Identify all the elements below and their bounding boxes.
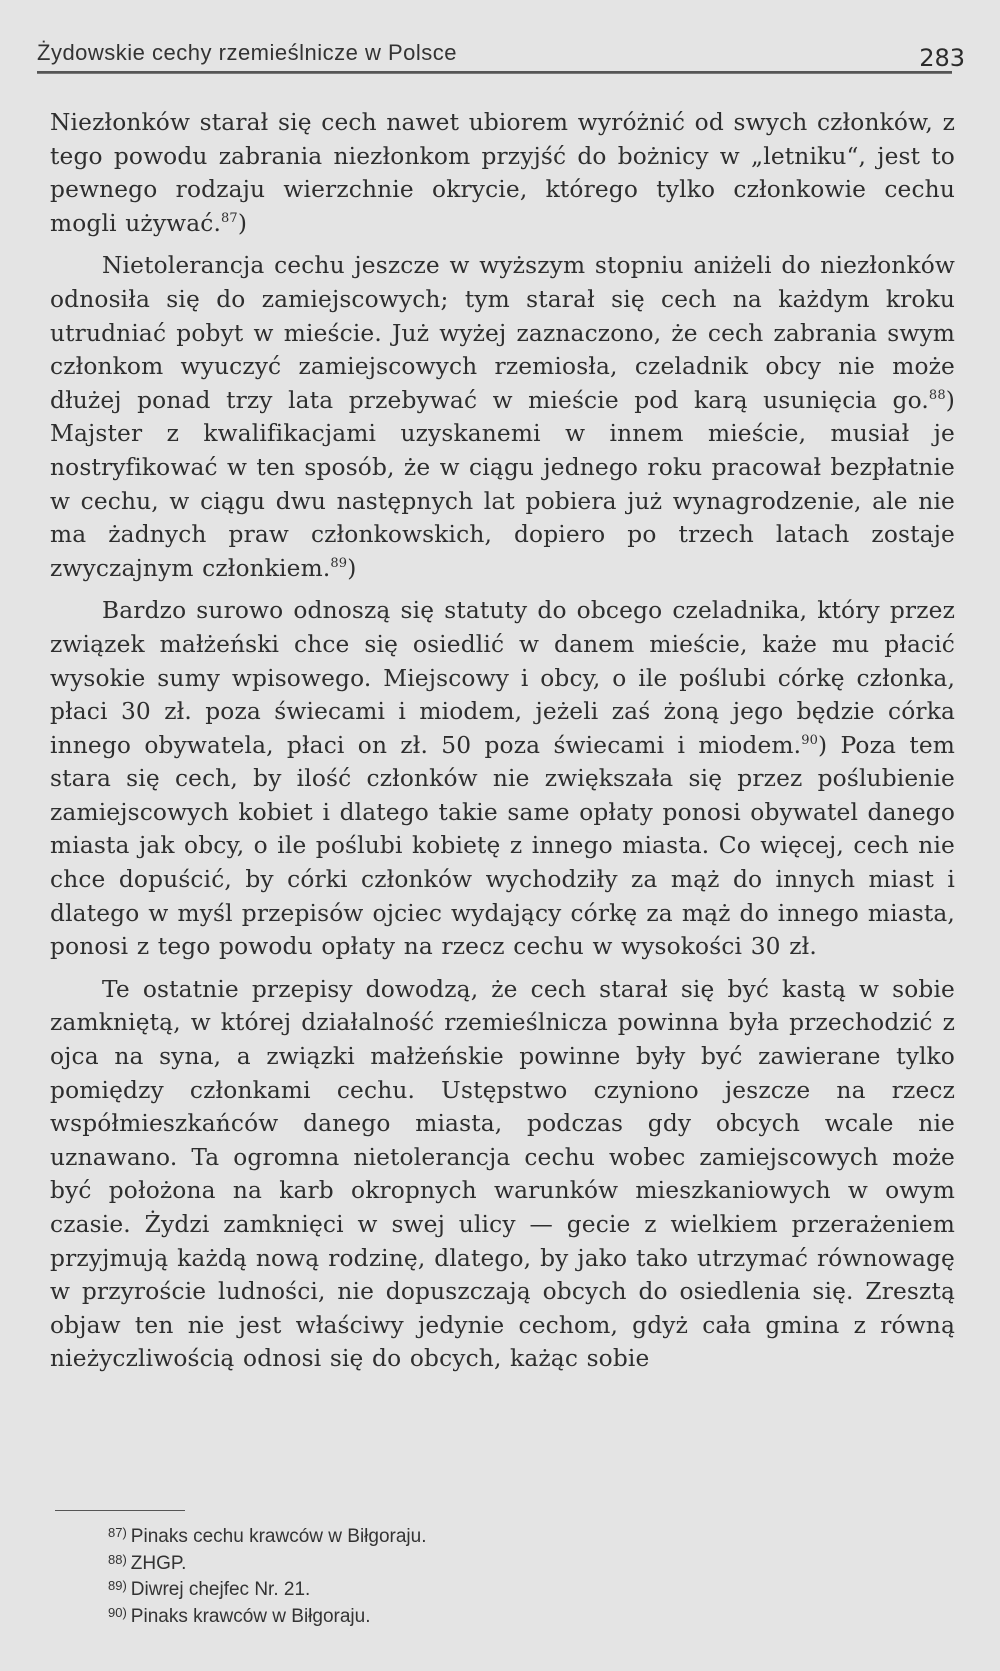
footnote-mark: 89) <box>108 1578 127 1593</box>
footnote <box>108 1549 808 1576</box>
footnote-ref: 89 <box>330 555 348 571</box>
running-head <box>37 36 965 72</box>
paragraph <box>50 249 955 585</box>
page-number: 283 <box>919 44 965 72</box>
footnotes <box>108 1522 808 1628</box>
footnote <box>108 1522 808 1549</box>
running-title: Żydowskie cechy rzemieślnicze w Polsce <box>37 40 458 65</box>
footnote-mark: 87) <box>108 1525 127 1540</box>
text-run: Te ostatnie przepisy dowodzą, że cech starał się być kastą w sobie zamkniętą, w której działalność rzemieślnicza powinna była przechodzić z ojca na syna, a związki małżeńskie powinne były być zawierane tylko pomiędzy członkami cechu. Ustępstwo czyniono jeszcze na rzecz współmieszkańców danego miasta, podczas gdy obcych wcale nie uznawano. Ta ogromna nietolerancja cechu wobec zamiejscowych może być położona na karb okropnych warunków mieszkaniowych w owym czasie. Żydzi zamknięci w swej ulicy — gecie z wielkiem przerażeniem przyjmują każdą nową rodzinę, dlatego, by jako tako utrzymać równowagę w przyroście ludności, nie dopuszczają obcych do osiedlenia się. Zresztą objaw ten nie jest właściwy jedynie cechom, gdyż cała gmina z równą nieżyczliwością odnosi się do obcych, każąc sobie <box>50 975 955 1373</box>
footnote-ref: 88 <box>928 387 946 403</box>
text-run: Bardzo surowo odnoszą się statuty do obcego czeladnika, który przez związek małżeński chce się osiedlić w danem mieście, każe mu płacić wysokie sumy wpisowego. Miejscowy i obcy, o ile poślubi córkę członka, płaci 30 zł. poza świecami i miodem, jeżeli zaś żoną jego będzie córka innego obywatela, płaci on zł. 50 poza świecami i miodem. <box>50 597 955 759</box>
paragraph <box>50 973 955 1376</box>
header-rule <box>37 71 952 74</box>
text-run: ) Majster z kwalifikacjami uzyskanemi w innem mieście, musiał je nostryfikować w ten sposób, że w ciągu jednego roku pracował bezpłatnie w cechu, w ciągu dwu następnych lat pobiera już wynagrodzenie, ale nie ma żadnych praw członkowskich, dopiero po trzech latach zostaje zwyczajnym członkiem. <box>50 386 955 582</box>
footnote-rule <box>55 1510 185 1511</box>
text-run: ) <box>237 209 248 237</box>
text-run: ) <box>347 554 357 582</box>
footnote-ref: 90 <box>801 732 819 748</box>
footnote-mark: 88) <box>108 1551 127 1567</box>
footnote-text: Pinaks krawców w Biłgoraju. <box>130 1605 371 1627</box>
footnote-mark: 90) <box>108 1604 127 1620</box>
footnote-text: Pinaks cechu krawców w Biłgoraju. <box>130 1526 427 1547</box>
footnote-ref: 87 <box>221 211 238 227</box>
footnote <box>108 1575 808 1602</box>
paragraph <box>50 594 955 964</box>
text-run: ) Poza tem stara się cech, by ilość członków nie zwiększała się przez poślubienie zamiejscowych kobiet i dlatego takie same opłaty ponosi obywatel danego miasta jak obcy, o ile poślubi kobietę z innego miasta. Co więcej, cech nie chce dopuścić, by córki członków wychodziły za mąż do innych miast i dlatego w myśl przepisów ojciec wydający córkę za mąż do innego miasta, ponosi z tego powodu opłaty na rzecz cechu w wysokości 30 zł. <box>50 731 956 961</box>
footnote-text: Diwrej chejfec Nr. 21. <box>130 1579 311 1600</box>
footnote-text: ZHGP. <box>130 1552 187 1574</box>
text-run: Nietolerancja cechu jeszcze w wyższym stopniu aniżeli do niezłonków odnosiła się do zamiejscowych; tym starał się cech na każdym kroku utrudniać pobyt w mieście. Już wyżej zaznaczono, że cech zabrania swym członkom wyuczyć zamiejscowych rzemiosła, czeladnik obcy nie może dłużej ponad trzy lata przebywać w mieście pod karą usunięcia go. <box>50 252 955 414</box>
paragraph <box>50 106 955 240</box>
text-run: Niezłonków starał się cech nawet ubiorem wyróżnić od swych członków, z tego powodu zabrania niezłonkom przyjść do bożnicy w „letniku“, jest to pewnego rodzaju wierzchnie okrycie, którego tylko członkowie cechu mogli używać. <box>50 109 955 237</box>
footnote <box>108 1602 808 1629</box>
body-text <box>50 106 955 1376</box>
